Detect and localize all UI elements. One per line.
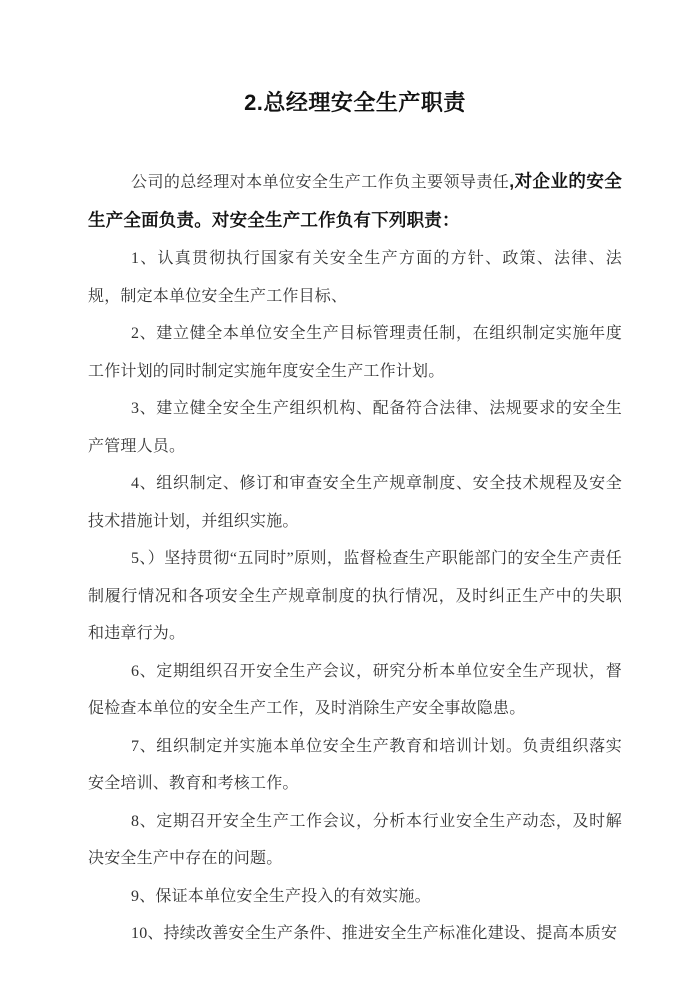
- list-item: 1、认真贯彻执行国家有关安全生产方面的方针、政策、法律、法规，制定本单位安全生产工作目标、: [88, 250, 622, 305]
- list-item: 4、组织制定、修订和审查安全生产规章制度、安全技术规程及安全技术措施计划，并组织实施。: [88, 475, 622, 530]
- intro-lead-text: 公司的总经理对本单位安全生产工作负主要领导责任: [131, 174, 510, 191]
- intro-emphasis-text: ,对企业的安全生产全面负责。对安全生产工作负有下列职责：: [88, 171, 623, 230]
- list-item: 7、组织制定并实施本单位安全生产教育和培训计划。负责组织落实安全培训、教育和考核工作。: [88, 737, 622, 792]
- list-item: 3、建立健全安全生产组织机构、配备符合法律、法规要求的安全生产管理人员。: [88, 400, 622, 455]
- list-item: 6、定期组织召开安全生产会议，研究分析本单位安全生产现状，督促检查本单位的安全生产工作，及时消除生产安全事故隐患。: [88, 662, 622, 717]
- list-item: 2、建立健全本单位安全生产目标管理责任制，在组织制定实施年度工作计划的同时制定实施年度安全生产工作计划。: [88, 325, 622, 380]
- page-title: 2.总经理安全生产职责: [244, 90, 466, 115]
- intro-paragraph: [88, 163, 622, 240]
- list-item: 9、保证本单位安全生产投入的有效实施。: [131, 887, 431, 905]
- list-item: 10、持续改善安全生产条件、推进安全生产标准化建设、提高本质安: [131, 925, 618, 942]
- document-body: [88, 163, 622, 953]
- list-item: 5、）坚持贯彻“五同时”原则，监督检查生产职能部门的安全生产责任制履行情况和各项安全生产规章制度的执行情况，及时纠正生产中的失职和违章行为。: [88, 550, 622, 642]
- list-item: 8、定期召开安全生产工作会议，分析本行业安全生产动态，及时解决安全生产中存在的问题。: [88, 812, 622, 867]
